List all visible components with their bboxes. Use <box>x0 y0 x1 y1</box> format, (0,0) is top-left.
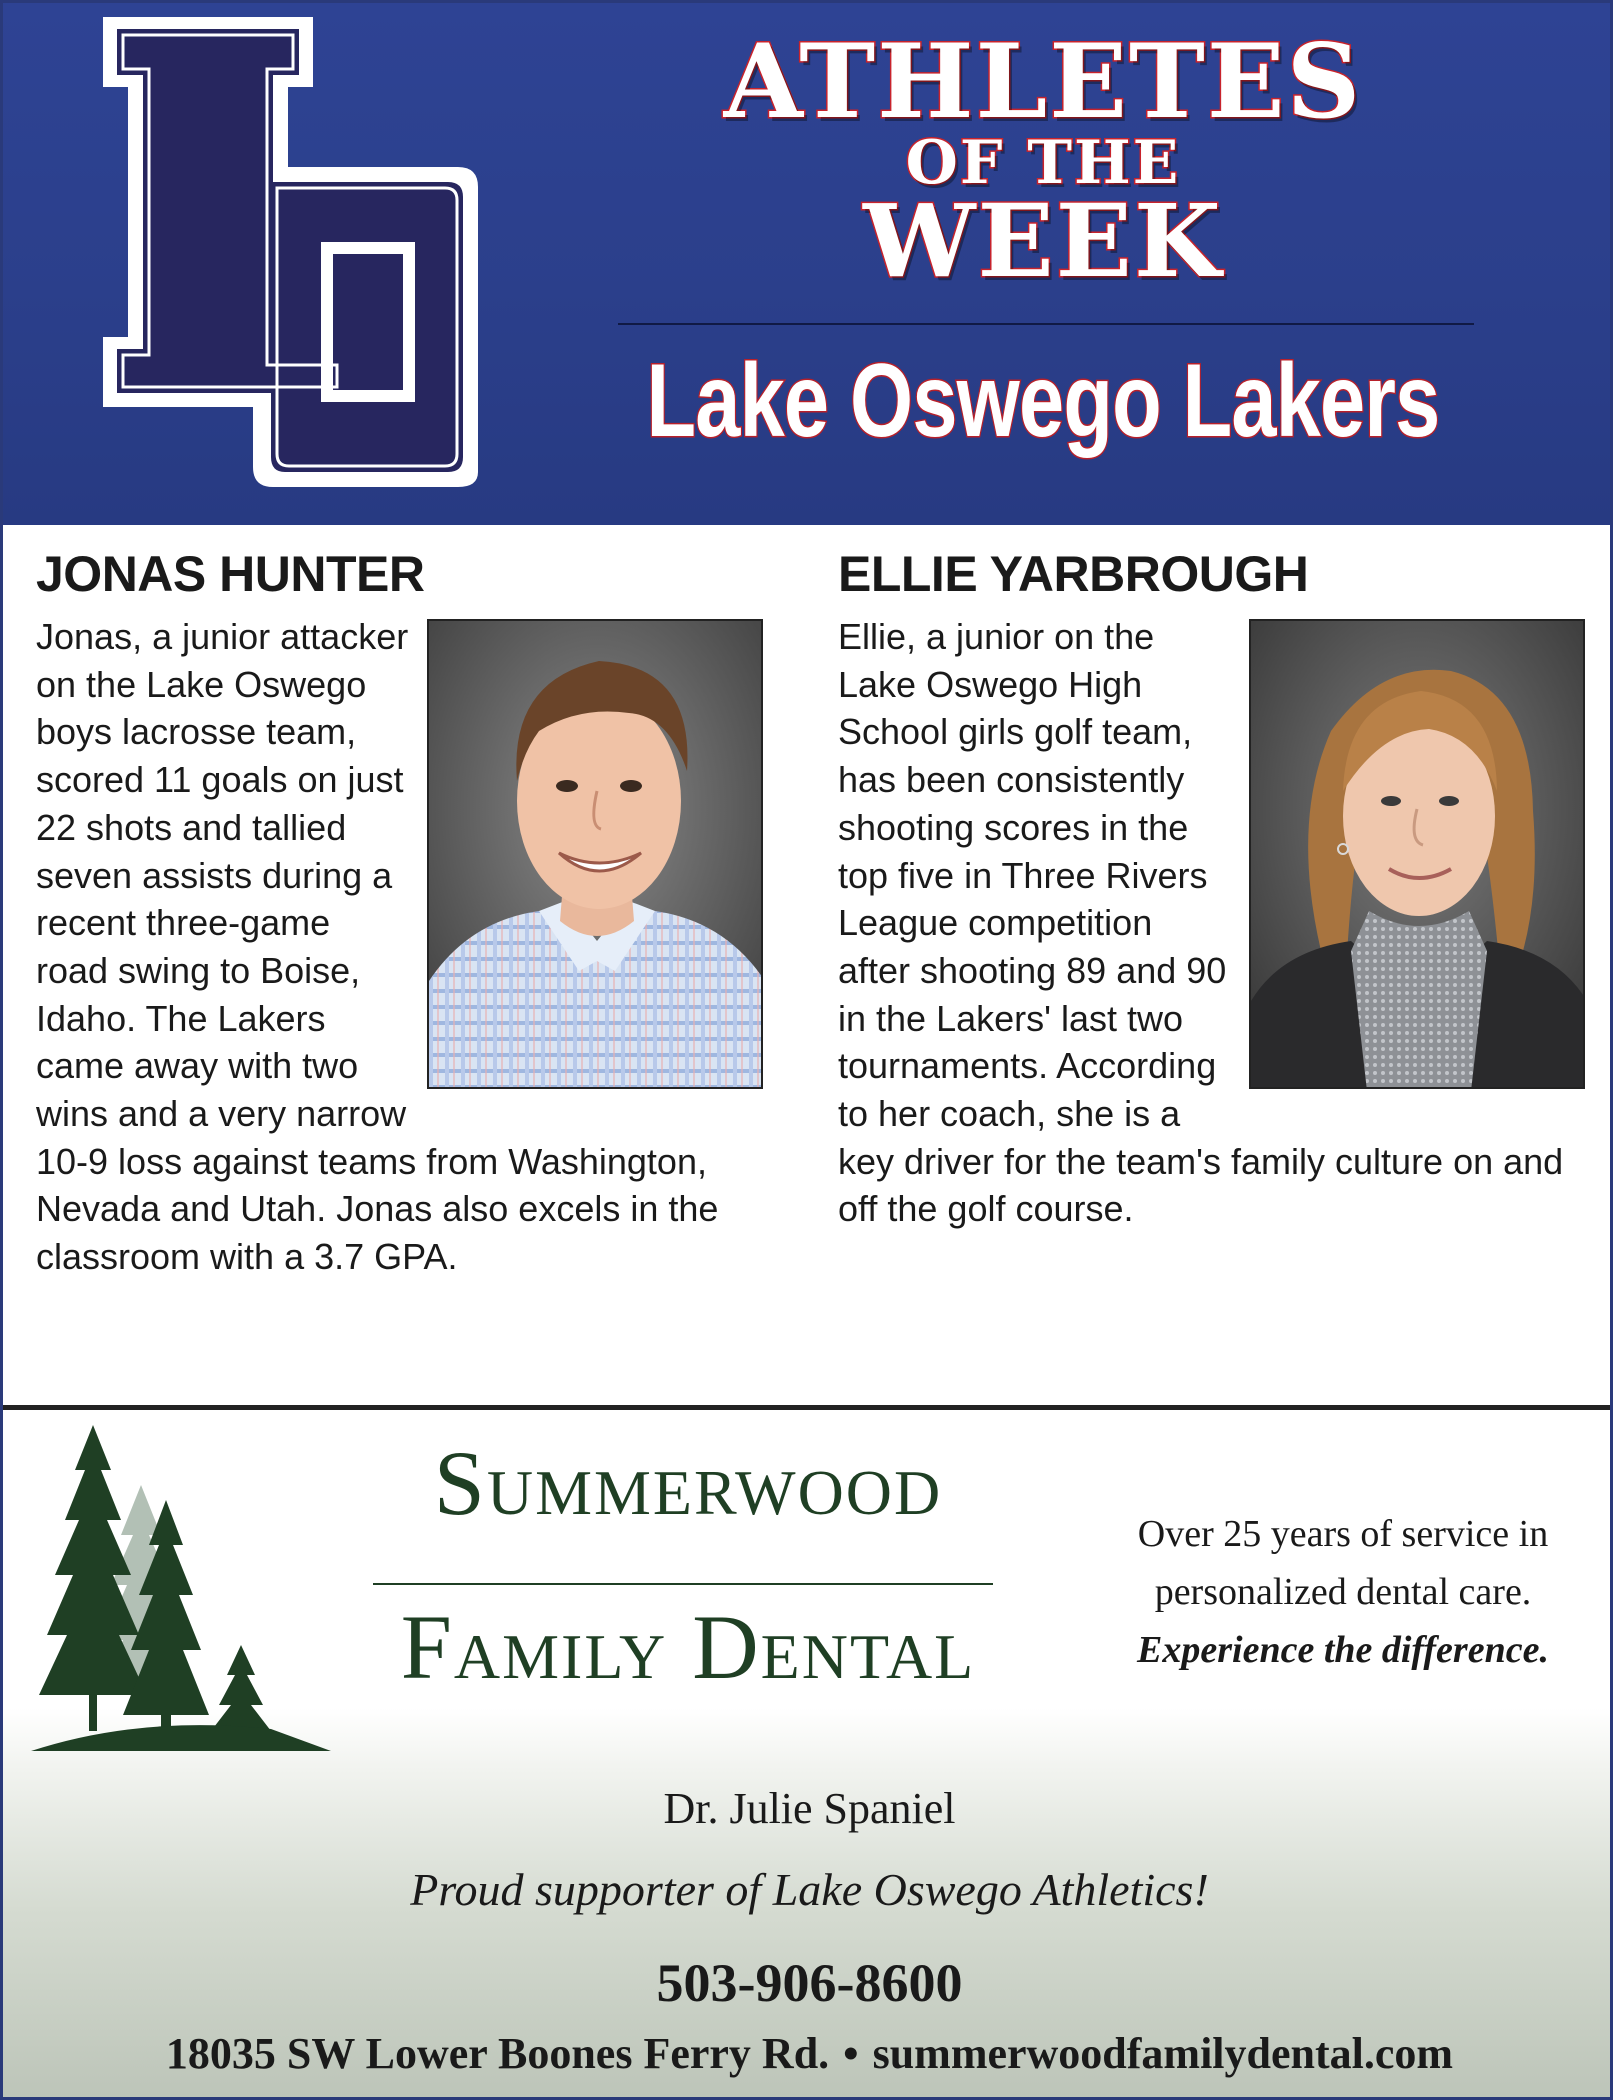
practice-name-divider <box>373 1583 993 1585</box>
athlete-photo <box>1249 619 1585 1089</box>
header-banner <box>3 3 1613 525</box>
athlete-portrait-image <box>429 621 763 1089</box>
practice-name-line2: Family Dental <box>400 1596 976 1698</box>
doctor-name: Dr. Julie Spaniel <box>663 1784 956 1833</box>
athlete-card-ellie <box>838 525 1588 1405</box>
title-of-the: OF THE <box>905 128 1181 198</box>
tagline-line3: Experience the difference. <box>1137 1629 1549 1671</box>
athlete-bio: Jonas, a junior attacker on the Lake Oswego boys lacrosse team, scored 11 goals on just 22 shots and tallied seven assists during a recent three-game road swing to Boise, Idaho. The Lakers came away with two wins and a very narrow 10-9 loss against teams from Washington, Nevada and Utah. Jonas also excels in the classroom with a 3.7 GPA. <box>36 616 719 1278</box>
athlete-bio: Ellie, a junior on the Lake Oswego High School girls golf team, has been consistently shooting scores in the top five in Three Rivers League competition after shooting 89 and 90 in the Lakers' last two tournaments. According to her coach, she is a key driver for the team's family culture on and off the golf course. <box>838 616 1564 1230</box>
bullet-separator: • <box>843 2029 859 2078</box>
phone-number[interactable]: 503-906-8600 <box>656 1953 963 2013</box>
practice-tagline <box>1093 1505 1593 1679</box>
tagline-line1: Over 25 years of service in <box>1137 1513 1549 1555</box>
pine-trees-icon <box>31 1425 331 1751</box>
title-week: WEEK <box>863 182 1223 300</box>
athlete-card-jonas <box>36 525 766 1405</box>
title-athletes: ATHLETES <box>723 22 1363 142</box>
athlete-photo <box>427 619 763 1089</box>
sponsor-ad <box>3 1410 1613 2100</box>
street-address: 18035 SW Lower Boones Ferry Rd. <box>165 2029 830 2078</box>
athlete-portrait-image <box>1251 621 1585 1089</box>
lo-logo <box>103 17 483 487</box>
contact-line <box>3 2028 1613 2079</box>
header-divider <box>618 323 1474 325</box>
website-link[interactable]: summerwoodfamilydental.com <box>872 2029 1454 2078</box>
team-name: Lake Oswego Lakers <box>646 343 1440 459</box>
athlete-name: ELLIE YARBROUGH <box>838 546 1309 602</box>
tagline-line2: personalized dental care. <box>1154 1571 1532 1613</box>
supporter-message: Proud supporter of Lake Oswego Athletics! <box>410 1864 1209 1915</box>
practice-name-line1: Summerwood <box>433 1432 943 1534</box>
athlete-name: JONAS HUNTER <box>36 546 425 602</box>
